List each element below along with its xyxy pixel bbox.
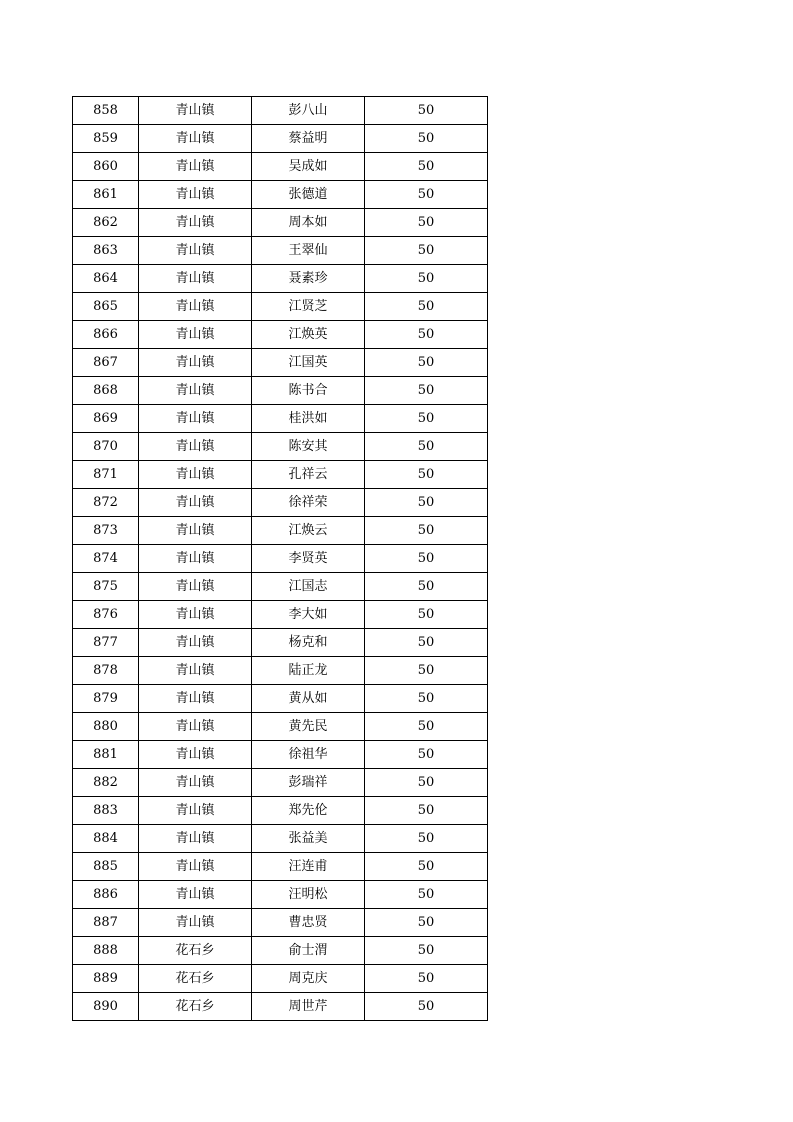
person-name-cell: 桂洪如 xyxy=(252,405,365,433)
person-name-cell: 徐祖华 xyxy=(252,741,365,769)
table-row xyxy=(73,377,488,405)
person-name-cell: 黄从如 xyxy=(252,685,365,713)
amount-cell: 50 xyxy=(365,657,488,685)
person-name-cell: 周克庆 xyxy=(252,965,365,993)
town-cell: 青山镇 xyxy=(139,713,252,741)
amount-cell: 50 xyxy=(365,293,488,321)
table-row xyxy=(73,321,488,349)
row-number-cell: 880 xyxy=(73,713,139,741)
person-name-cell: 汪连甫 xyxy=(252,853,365,881)
person-name-cell: 江国志 xyxy=(252,573,365,601)
amount-cell: 50 xyxy=(365,685,488,713)
town-cell: 花石乡 xyxy=(139,937,252,965)
person-name-cell: 黄先民 xyxy=(252,713,365,741)
table-row xyxy=(73,993,488,1021)
table-row xyxy=(73,601,488,629)
person-name-cell: 张德道 xyxy=(252,181,365,209)
person-name-cell: 江焕英 xyxy=(252,321,365,349)
person-name-cell: 陈书合 xyxy=(252,377,365,405)
row-number-cell: 890 xyxy=(73,993,139,1021)
table-row xyxy=(73,209,488,237)
person-name-cell: 蔡益明 xyxy=(252,125,365,153)
person-name-cell: 江国英 xyxy=(252,349,365,377)
row-number-cell: 875 xyxy=(73,573,139,601)
person-name-cell: 俞士渭 xyxy=(252,937,365,965)
town-cell: 花石乡 xyxy=(139,993,252,1021)
table-row xyxy=(73,629,488,657)
table-row xyxy=(73,797,488,825)
table-row xyxy=(73,265,488,293)
town-cell: 青山镇 xyxy=(139,573,252,601)
row-number-cell: 877 xyxy=(73,629,139,657)
person-name-cell: 汪明松 xyxy=(252,881,365,909)
person-name-cell: 江贤芝 xyxy=(252,293,365,321)
table-row xyxy=(73,545,488,573)
table-row xyxy=(73,433,488,461)
row-number-cell: 858 xyxy=(73,97,139,125)
row-number-cell: 866 xyxy=(73,321,139,349)
table-row xyxy=(73,405,488,433)
town-cell: 青山镇 xyxy=(139,97,252,125)
amount-cell: 50 xyxy=(365,545,488,573)
town-cell: 青山镇 xyxy=(139,797,252,825)
row-number-cell: 887 xyxy=(73,909,139,937)
row-number-cell: 874 xyxy=(73,545,139,573)
row-number-cell: 889 xyxy=(73,965,139,993)
amount-cell: 50 xyxy=(365,993,488,1021)
amount-cell: 50 xyxy=(365,349,488,377)
row-number-cell: 863 xyxy=(73,237,139,265)
town-cell: 青山镇 xyxy=(139,657,252,685)
amount-cell: 50 xyxy=(365,489,488,517)
table-row xyxy=(73,685,488,713)
town-cell: 青山镇 xyxy=(139,825,252,853)
town-cell: 青山镇 xyxy=(139,517,252,545)
row-number-cell: 862 xyxy=(73,209,139,237)
amount-cell: 50 xyxy=(365,181,488,209)
town-cell: 青山镇 xyxy=(139,685,252,713)
amount-cell: 50 xyxy=(365,153,488,181)
person-name-cell: 徐祥荣 xyxy=(252,489,365,517)
town-cell: 青山镇 xyxy=(139,881,252,909)
row-number-cell: 883 xyxy=(73,797,139,825)
town-cell: 青山镇 xyxy=(139,377,252,405)
row-number-cell: 886 xyxy=(73,881,139,909)
person-name-cell: 曹忠贤 xyxy=(252,909,365,937)
amount-cell: 50 xyxy=(365,125,488,153)
table-row xyxy=(73,97,488,125)
amount-cell: 50 xyxy=(365,97,488,125)
row-number-cell: 873 xyxy=(73,517,139,545)
amount-cell: 50 xyxy=(365,909,488,937)
person-name-cell: 彭八山 xyxy=(252,97,365,125)
row-number-cell: 878 xyxy=(73,657,139,685)
table-row xyxy=(73,713,488,741)
table-row xyxy=(73,517,488,545)
town-cell: 青山镇 xyxy=(139,601,252,629)
person-name-cell: 郑先伦 xyxy=(252,797,365,825)
table-row xyxy=(73,937,488,965)
person-name-cell: 周本如 xyxy=(252,209,365,237)
amount-cell: 50 xyxy=(365,209,488,237)
table-row xyxy=(73,461,488,489)
amount-cell: 50 xyxy=(365,461,488,489)
town-cell: 青山镇 xyxy=(139,237,252,265)
table-row xyxy=(73,293,488,321)
amount-cell: 50 xyxy=(365,741,488,769)
row-number-cell: 868 xyxy=(73,377,139,405)
row-number-cell: 879 xyxy=(73,685,139,713)
row-number-cell: 869 xyxy=(73,405,139,433)
amount-cell: 50 xyxy=(365,377,488,405)
person-name-cell: 孔祥云 xyxy=(252,461,365,489)
row-number-cell: 884 xyxy=(73,825,139,853)
table-row xyxy=(73,769,488,797)
amount-cell: 50 xyxy=(365,433,488,461)
town-cell: 青山镇 xyxy=(139,181,252,209)
town-cell: 青山镇 xyxy=(139,433,252,461)
amount-cell: 50 xyxy=(365,797,488,825)
row-number-cell: 872 xyxy=(73,489,139,517)
town-cell: 青山镇 xyxy=(139,741,252,769)
town-cell: 青山镇 xyxy=(139,405,252,433)
table-row xyxy=(73,153,488,181)
row-number-cell: 860 xyxy=(73,153,139,181)
amount-cell: 50 xyxy=(365,517,488,545)
row-number-cell: 870 xyxy=(73,433,139,461)
amount-cell: 50 xyxy=(365,965,488,993)
town-cell: 青山镇 xyxy=(139,909,252,937)
table-row xyxy=(73,125,488,153)
amount-cell: 50 xyxy=(365,629,488,657)
town-cell: 花石乡 xyxy=(139,965,252,993)
table-row xyxy=(73,965,488,993)
town-cell: 青山镇 xyxy=(139,629,252,657)
row-number-cell: 861 xyxy=(73,181,139,209)
amount-cell: 50 xyxy=(365,237,488,265)
table-row xyxy=(73,181,488,209)
row-number-cell: 885 xyxy=(73,853,139,881)
town-cell: 青山镇 xyxy=(139,349,252,377)
person-name-cell: 张益美 xyxy=(252,825,365,853)
person-name-cell: 聂素珍 xyxy=(252,265,365,293)
town-cell: 青山镇 xyxy=(139,769,252,797)
amount-cell: 50 xyxy=(365,573,488,601)
table-row xyxy=(73,825,488,853)
amount-cell: 50 xyxy=(365,853,488,881)
amount-cell: 50 xyxy=(365,937,488,965)
amount-cell: 50 xyxy=(365,601,488,629)
person-name-cell: 李贤英 xyxy=(252,545,365,573)
amount-cell: 50 xyxy=(365,405,488,433)
town-cell: 青山镇 xyxy=(139,265,252,293)
person-name-cell: 王翠仙 xyxy=(252,237,365,265)
row-number-cell: 864 xyxy=(73,265,139,293)
table-row xyxy=(73,237,488,265)
table-row xyxy=(73,853,488,881)
table-row xyxy=(73,741,488,769)
table-row xyxy=(73,573,488,601)
person-name-cell: 陈安其 xyxy=(252,433,365,461)
row-number-cell: 881 xyxy=(73,741,139,769)
person-name-cell: 李大如 xyxy=(252,601,365,629)
row-number-cell: 876 xyxy=(73,601,139,629)
table-row xyxy=(73,489,488,517)
table-row xyxy=(73,909,488,937)
person-name-cell: 彭瑞祥 xyxy=(252,769,365,797)
town-cell: 青山镇 xyxy=(139,293,252,321)
row-number-cell: 888 xyxy=(73,937,139,965)
town-cell: 青山镇 xyxy=(139,321,252,349)
row-number-cell: 859 xyxy=(73,125,139,153)
row-number-cell: 865 xyxy=(73,293,139,321)
town-cell: 青山镇 xyxy=(139,853,252,881)
table-body xyxy=(73,97,488,1021)
row-number-cell: 882 xyxy=(73,769,139,797)
person-name-cell: 江焕云 xyxy=(252,517,365,545)
data-table xyxy=(72,96,488,1021)
town-cell: 青山镇 xyxy=(139,153,252,181)
person-name-cell: 吴成如 xyxy=(252,153,365,181)
table-row xyxy=(73,657,488,685)
town-cell: 青山镇 xyxy=(139,209,252,237)
town-cell: 青山镇 xyxy=(139,461,252,489)
person-name-cell: 杨克和 xyxy=(252,629,365,657)
row-number-cell: 871 xyxy=(73,461,139,489)
person-name-cell: 周世芹 xyxy=(252,993,365,1021)
table-row xyxy=(73,881,488,909)
amount-cell: 50 xyxy=(365,713,488,741)
amount-cell: 50 xyxy=(365,825,488,853)
row-number-cell: 867 xyxy=(73,349,139,377)
amount-cell: 50 xyxy=(365,881,488,909)
amount-cell: 50 xyxy=(365,265,488,293)
town-cell: 青山镇 xyxy=(139,125,252,153)
town-cell: 青山镇 xyxy=(139,545,252,573)
table-row xyxy=(73,349,488,377)
amount-cell: 50 xyxy=(365,769,488,797)
town-cell: 青山镇 xyxy=(139,489,252,517)
amount-cell: 50 xyxy=(365,321,488,349)
person-name-cell: 陆正龙 xyxy=(252,657,365,685)
